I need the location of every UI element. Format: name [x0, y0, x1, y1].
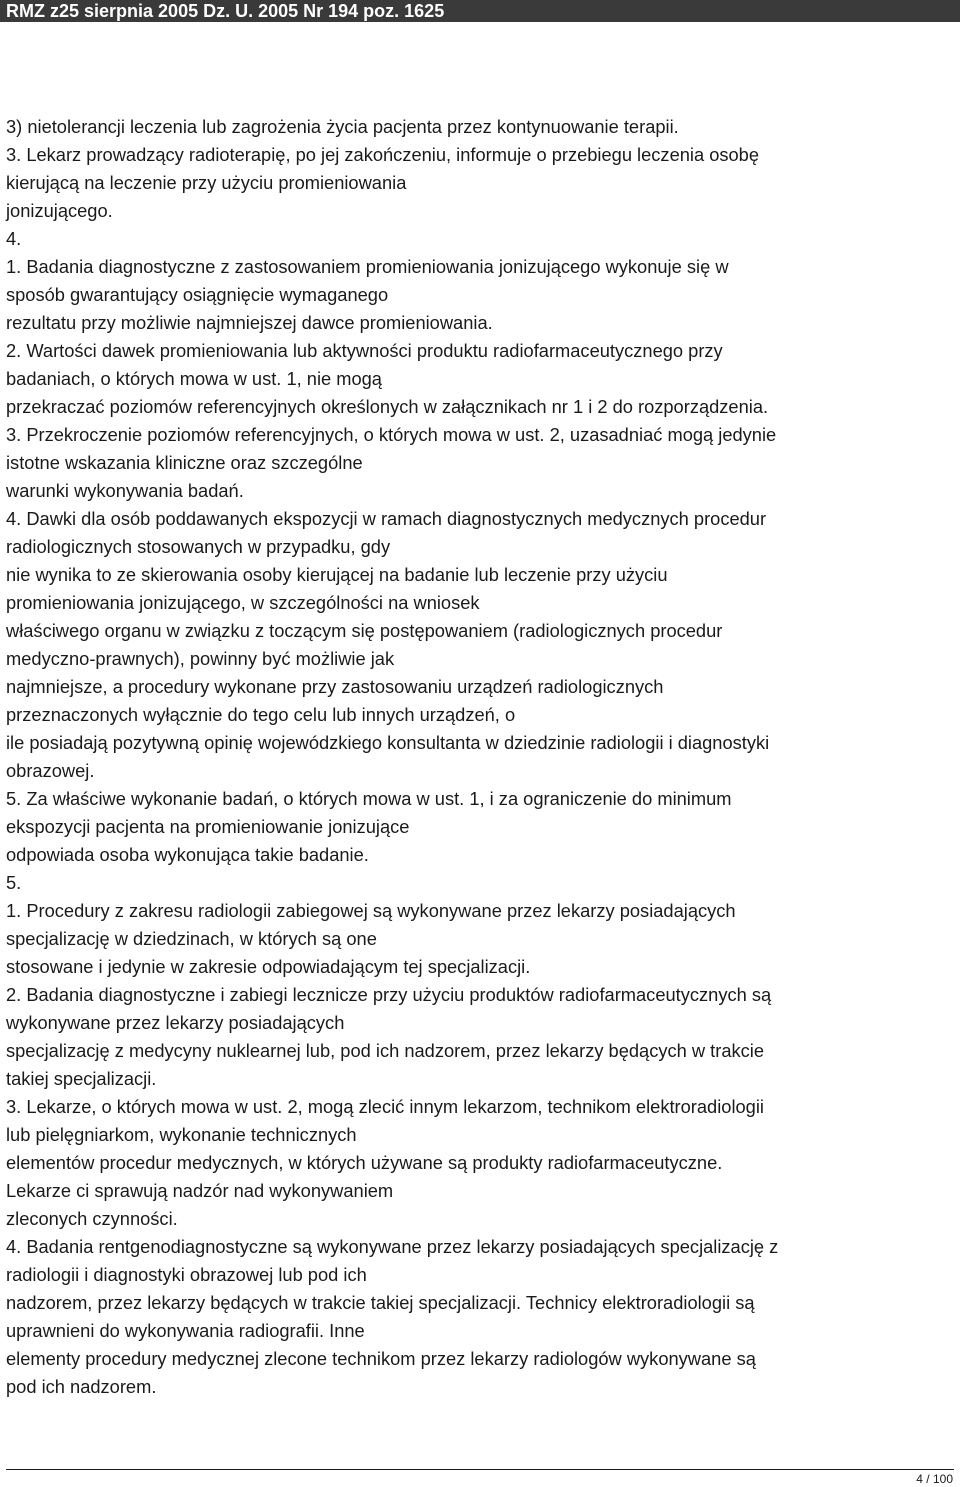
text-line: 5. Za właściwe wykonanie badań, o których mowa w ust. 1, i za ograniczenie do minimum — [6, 788, 732, 809]
document-body — [6, 113, 956, 1401]
text-line: odpowiada osoba wykonująca takie badanie. — [6, 844, 369, 865]
text-line: rezultatu przy możliwie najmniejszej dawce promieniowania. — [6, 312, 493, 333]
text-line: kierującą na leczenie przy użyciu promieniowania — [6, 172, 407, 193]
text-line: ile posiadają pozytywną opinię wojewódzkiego konsultanta w dziedzinie radiologii i diagnostyki — [6, 732, 770, 753]
text-line: radiologii i diagnostyki obrazowej lub pod ich — [6, 1264, 367, 1285]
text-line: przekraczać poziomów referencyjnych określonych w załącznikach nr 1 i 2 do rozporządzenia. — [6, 396, 769, 417]
text-line: ekspozycji pacjenta na promieniowanie jonizujące — [6, 816, 410, 837]
text-line: 2. Badania diagnostyczne i zabiegi lecznicze przy użyciu produktów radiofarmaceutycznych są — [6, 984, 772, 1005]
text-line: 3. Przekroczenie poziomów referencyjnych, o których mowa w ust. 2, uzasadniać mogą jedynie — [6, 424, 777, 445]
text-line: 3. Lekarze, o których mowa w ust. 2, mogą zlecić innym lekarzom, technikom elektroradiologii — [6, 1096, 764, 1117]
text-line: 1. Badania diagnostyczne z zastosowaniem promieniowania jonizującego wykonuje się w — [6, 256, 729, 277]
text-line: warunki wykonywania badań. — [6, 480, 244, 501]
page-header-bar — [0, 0, 960, 22]
text-line: 1. Procedury z zakresu radiologii zabiegowej są wykonywane przez lekarzy posiadających — [6, 900, 736, 921]
text-line: elementy procedury medycznej zlecone technikom przez lekarzy radiologów wykonywane są — [6, 1348, 756, 1369]
text-line: przeznaczonych wyłącznie do tego celu lub innych urządzeń, o — [6, 704, 516, 725]
text-line: pod ich nadzorem. — [6, 1376, 157, 1397]
text-line: Lekarze ci sprawują nadzór nad wykonywaniem — [6, 1180, 394, 1201]
text-line: promieniowania jonizującego, w szczególności na wniosek — [6, 592, 480, 613]
section-heading: 4. — [6, 228, 22, 249]
text-line: uprawnieni do wykonywania radiografii. Inne — [6, 1320, 365, 1341]
page-number: 4 / 100 — [916, 1472, 953, 1486]
text-line: 4. Badania rentgenodiagnostyczne są wykonywane przez lekarzy posiadających specjalizację z — [6, 1236, 779, 1257]
text-line: obrazowej. — [6, 760, 95, 781]
document-title: RMZ z25 sierpnia 2005 Dz. U. 2005 Nr 194 poz. 1625 — [6, 1, 445, 21]
text-line: takiej specjalizacji. — [6, 1068, 157, 1089]
text-line: zleconych czynności. — [6, 1208, 178, 1229]
text-line: nadzorem, przez lekarzy będących w trakcie takiej specjalizacji. Technicy elektroradiologii są — [6, 1292, 755, 1313]
section-heading: 5. — [6, 872, 22, 893]
footer-divider — [6, 1469, 954, 1470]
text-line: specjalizację z medycyny nuklearnej lub, pod ich nadzorem, przez lekarzy będących w trakcie — [6, 1040, 765, 1061]
text-line: 3. Lekarz prowadzący radioterapię, po jej zakończeniu, informuje o przebiegu leczenia osobę — [6, 144, 760, 165]
text-line: specjalizację w dziedzinach, w których są one — [6, 928, 377, 949]
text-line: wykonywane przez lekarzy posiadających — [6, 1012, 345, 1033]
text-line: elementów procedur medycznych, w których używane są produkty radiofarmaceutyczne. — [6, 1152, 723, 1173]
text-line: stosowane i jedynie w zakresie odpowiadającym tej specjalizacji. — [6, 956, 531, 977]
text-line: lub pielęgniarkom, wykonanie technicznych — [6, 1124, 357, 1145]
text-line: jonizującego. — [6, 200, 113, 221]
text-line: najmniejsze, a procedury wykonane przy zastosowaniu urządzeń radiologicznych — [6, 676, 664, 697]
text-line: właściwego organu w związku z toczącym się postępowaniem (radiologicznych procedur — [6, 620, 723, 641]
text-line: 2. Wartości dawek promieniowania lub aktywności produktu radiofarmaceutycznego przy — [6, 340, 723, 361]
text-line: medyczno-prawnych), powinny być możliwie jak — [6, 648, 395, 669]
text-line: radiologicznych stosowanych w przypadku, gdy — [6, 536, 391, 557]
text-line: 4. Dawki dla osób poddawanych ekspozycji w ramach diagnostycznych medycznych procedur — [6, 508, 767, 529]
text-line: istotne wskazania kliniczne oraz szczególne — [6, 452, 363, 473]
text-line: badaniach, o których mowa w ust. 1, nie mogą — [6, 368, 382, 389]
text-line: 3) nietolerancji leczenia lub zagrożenia życia pacjenta przez kontynuowanie terapii. — [6, 116, 679, 137]
text-line: sposób gwarantujący osiągnięcie wymaganego — [6, 284, 389, 305]
text-line: nie wynika to ze skierowania osoby kierującej na badanie lub leczenie przy użyciu — [6, 564, 668, 585]
